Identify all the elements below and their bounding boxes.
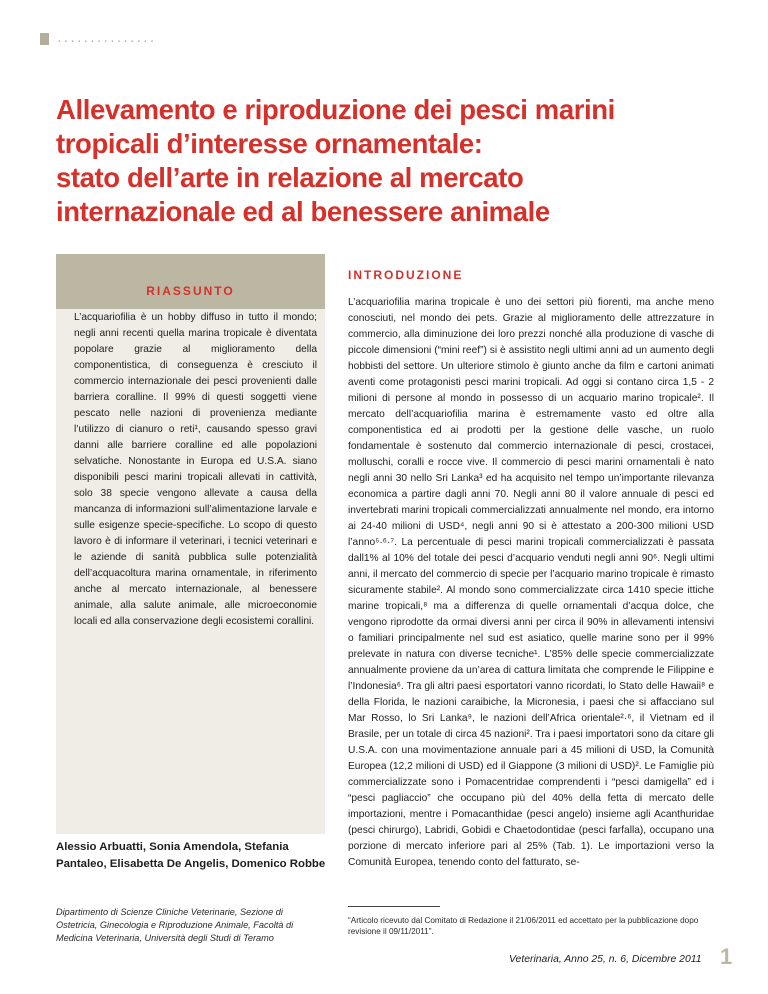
footnote: “Articolo ricevuto dal Comitato di Redazione il 21/06/2011 ed accettato per la pubblicazione dopo revisione il 09/11/2011”. xyxy=(348,916,699,936)
abstract-text: L’acquariofilia è un hobby diffuso in tutto il mondo; negli anni recenti quella marina tropicale è diventata popolare grazie al miglioramento della componentistica, di conseguenza è cresciuto il commercio internazionale dei pesci provenienti dalle barriera coralline. Il 99% di questi soggetti viene pescato nelle nazioni di provenienza mediante l’utilizzo di cianuro o reti¹, causando spesso gravi danni alle barriere coralline ed alle popolazioni selvatiche. Nonostante in Europa ed U.S.A. siano disponibili pesci marini tropicali allevati in cattività, solo 38 specie vengono allevate a causa della mancanza di informazioni sull’alimentazione larvale e sulle esigenze specie-specifiche. Lo scopo di questo lavoro è di informare il veterinari, i tecnici veterinari e le aziende di sanità pubblica sulle potenzialità dell’acquacoltura marina ornamentale, in riferimento anche al mercato internazionale, al benessere animale, alla salute animale, alle microeconomie locali ed alla conservazione degli ecosistemi corallini. xyxy=(74,312,317,627)
introduction-label: INTRODUZIONE xyxy=(348,268,464,282)
authors: Alessio Arbuatti, Sonia Amendola, Stefania Pantaleo, Elisabetta De Angelis, Domenico Robbe xyxy=(56,841,326,870)
title-line: stato dell’arte in relazione al mercato xyxy=(56,162,524,193)
title-line: internazionale ed al benessere animale xyxy=(56,196,550,227)
abstract-label: RIASSUNTO xyxy=(146,284,235,298)
introduction-text: L’acquariofilia marina tropicale è uno dei settori più fiorenti, ma anche meno conosciuti, nel mondo dei pets. Grazie al miglioramento delle attrezzature in commercio, alla diminuzione dei loro prezzi nonché alla produzione di vasche di piccole dimensioni (“mini reef”) si è assistito negli ultimi anni ad un aumento degli hobbisti del settore. Un ulteriore stimolo è giunto anche da film e cartoni animati aventi come protagonisti pesci marini tropicali. Ad oggi si contano circa 1,5 - 2 milioni di persone al mondo in possesso di un acquario marino tropicale². Il mercato dell’acquariofilia marina è estremamente vasto ed oltre alla componentistica ed ai prodotti per la gestione delle vasche, un ruolo fondamentale è sostenuto dal commercio internazionale di pesci, crostacei, molluschi, coralli e rocce vive. Il commercio di pesci marini ornamentali è nato negli anni 30 nello Sri Lanka³ ed ha acquisito nel tempo un’importante rilevanza economica a partire dagli anni 70. Negli anni 80 il valore annuale di pesci ed invertebrati marini tropicali commercializzati annualmente nel mondo, era intorno ai 24-40 milioni di USD⁴, negli anni 90 si è attestato a 200-300 milioni USD l’anno⁵·⁶·⁷. La percentuale di pesci marini tropicali commercializzati è passata dall1% al 10% del totale dei pesci d’acquario venduti negli anni 90⁶. Negli ultimi anni, il mercato del commercio di specie per l’acquario marino tropicale è rimasto sicuramente stabile². Al mondo sono commercializzate circa 1410 specie ittiche marine tropicali,⁸ ma a differenza di quelle ornamentali d’acqua dolce, che vengono riprodotte da ormai diversi anni per circa il 90% in allevamenti intensivi o familiari principalmente nel sud est asiatico, quelle marine sono per il 99% prelevate in natura con diverse tecniche¹. L’85% delle specie commercializzate annualmente proviene da un’area di cattura limitata che comprende le Filippine e l’Indonesia⁶. Tra gli altri paesi esportatori vanno ricordati, lo Stato delle Hawaii⁸ e della Florida, le nazioni caraibiche, la Micronesia, i paesi che si affacciano sul Mar Rosso, lo Sri Lanka⁹, le nazioni dell’Africa orientale²·⁶, il Vietnam ed il Brasile, per un totale di circa 45 nazioni². Tra i paesi importatori sono da citare gli U.S.A. con una movimentazione annuale pari a 45 milioni di USD, la Comunità Europea (12,2 milioni di USD) ed il Giappone (3 milioni di USD)². Le Famiglie più commercializzate sono i Pomacentridae comprendenti i “pesci damigella” ed i “pesci pagliaccio” che occupano più del 40% della fetta di mercato delle importazioni, mentre i Pomacanthidae (pesci angelo) insieme agli Acanthuridae (pesci chirurgo), Labridi, Gobidi e Chaetodontidae (pesci farfalla), occupano una porzione di mercato inferiore pari al 25% (Tab. 1). Le importazioni verso la Comunità Europea, tenendo conto del fatturato, se- xyxy=(348,297,714,868)
journal-info: Veterinaria, Anno 25, n. 6, Dicembre 2011 xyxy=(509,954,702,965)
header-dots: ............... xyxy=(56,32,156,45)
title-line: Allevamento e riproduzione dei pesci marini xyxy=(56,94,615,125)
header-marker xyxy=(40,33,49,45)
abstract-header-band xyxy=(56,254,325,309)
affiliation: Dipartimento di Scienze Cliniche Veterinarie, Sezione di Ostetricia, Ginecologia e Riproduzione Animale, Facoltà di Medicina Veterinaria, Università degli Studi di Teramo xyxy=(56,907,294,943)
title-line: tropicali d’interesse ornamentale: xyxy=(56,128,483,159)
article-title xyxy=(56,93,696,229)
page-number: 1 xyxy=(720,944,733,969)
footnote-rule xyxy=(348,906,440,907)
